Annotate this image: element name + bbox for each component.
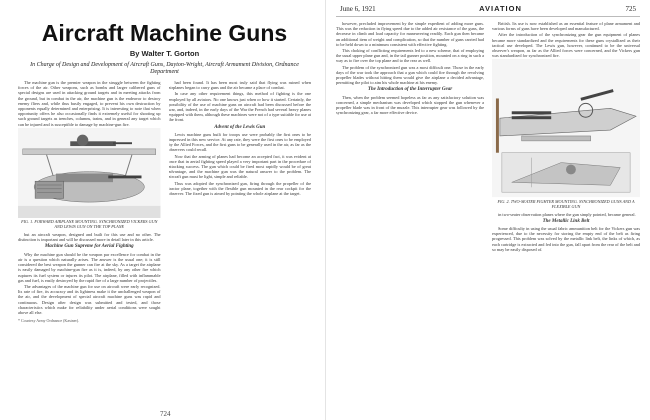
header-date: June 6, 1921 xyxy=(340,5,376,13)
footnote: * Courtesy Army Ordnance (Kastner). xyxy=(18,318,80,324)
paragraph: The problem of the synchronized gun was a most difficult one. Those in the early days of the war took the approach that a gun which could fire through the revolving propeller blades without hitting them would give the airplane a decided advantage, permitting the pilot to aim his whole machine at his enemy. xyxy=(336,64,484,86)
figure-1 xyxy=(18,128,161,218)
right-column-2 xyxy=(492,21,640,253)
section-heading: The Metallic Link Belt xyxy=(542,218,590,224)
paragraph: Now that the arming of planes had become an accepted fact, it was evident at once that in aerial fighting speed played a very important part in the procedure of attacking success. The gun which could be fired most rapidly would be of great advantage, and the machine gun was the natural answer to the problem. The aircraft gun must be light, simple and reliable. xyxy=(168,153,311,180)
paragraph: The advantages of the machine gun for use on aircraft were early recognized. Its rate of fire, its accuracy and its lightness make it the unchallenged weapon of the air, and the development of special aircraft machine guns was rapid and continuous. Design after design was submitted and tested, and those characteristics which make for reliability under aerial conditions were sought above all else. xyxy=(18,283,161,315)
right-page xyxy=(325,0,650,420)
paragraph: The machine gun is the premier weapon in the struggle between the fighting forces of the air. Other weapons, such as bombs and larger calibered guns of special designs are used in attacking ground targets and in meeting attacks from the ground, but in combat in the air, the machine gun is the endeavor to destroy enemy fliers and, while thus busily engaged, to prevent his own destruction by opponents equally determined and enterprising. It is interesting to note that when opportunity offers he also occasionally finds it extremely useful for shooting up such ground targets as trenches, columns, trains, and in general any target which can be injured and is susceptible to damage by machine-gun fire. xyxy=(18,80,161,127)
section-heading: Advent of the Lewis Gun xyxy=(214,124,266,130)
paragraph: Thus was adopted the synchronized gun, firing through the propeller of the tractor plane, together with the flexible gun mounted in the rear cockpit for the observer. The fixed gun is aimed by pointing the whole airplane at the target. xyxy=(168,180,311,197)
paragraph: In case any other requirement things, this method of fighting is the one employed by all aviators. No one knows just when or how it started. Certainly, the possibility of the use of machine guns on aircraft had been discussed before the war, and, indeed, in the early days of the War the French had several heavy planes equipped with them, although these machines were not of a type suitable for use at the front. xyxy=(168,91,311,123)
paragraph: Why the machine gun should be the weapon par excellence for combat in the air is a question which naturally arises. The answer is the usual one; it is still considered the best weapon the gunner can fire at the sky. As a target the airplane is easily damaged by machine-gun fire as it is, indeed, by any other fire which ruptures its fuel system or injures its pilot. The airplane, filled with inflammable gas and fuel, is easily destroyed by the rapid fire of a large number of projectiles. xyxy=(18,251,161,283)
figure-1-caption: FIG. 1. FORWARD AIRPLANE MOUNTING. SYNCHRONIZED VICKERS GUN AND LEWIS GUN ON THE TOP PLANE xyxy=(21,219,158,230)
paragraph: however, precluded improvement by the simple expedient of adding more guns. This was the reduction in flying speed due to the added air resistance of the guns, the decrease in climb and load capacity for maneuvering readily. Each gun then became an additional item of weight and complication, so that the number of guns carried had to be held down to a minimum consistent with effective fighting. xyxy=(336,21,484,47)
section-heading: Machine Gun Supreme for Aerial Fighting xyxy=(44,244,134,250)
paragraph: Some difficulty in using the usual fabric ammunition belt for the Vickers gun was experienced, due to the necessity for storing the empty end of the belt as firing progressed. This problem was solved by the metallic link belt, the links of which, as each cartridge is extracted and fed into the gun, fall apart from the rear of the belt and so may be easily disposed of. xyxy=(492,225,640,252)
article-byline: By Walter T. Gorton xyxy=(129,49,200,58)
paragraph: After the introduction of the synchronizing gear the gun equipment of planes became more standardized and the requirements for these guns crystallized as their tactical use developed. The Lewis gun, however, continued to be the universal observer's weapon, as far as the Allied forces were concerned, and the Vickers gun was standardized for synchronized fire. xyxy=(492,32,640,59)
page-number: 724 xyxy=(160,410,171,418)
paragraph: Lewis machine guns built for troops use were probably the first ones to be impressed in this new service. At any rate, they were the first ones to be employed by the Allied Forces, and the first guns to be generally used in the air, as far as the observers could recall. xyxy=(168,131,311,153)
figure-2-caption: FIG. 2. TWO-SEATER FIGHTER MOUNTING. SYNCHRONIZED GUNS AND A FLEXIBLE GUN xyxy=(497,198,635,209)
section-heading: The Introduction of the Interrupter Gear xyxy=(367,87,453,93)
left-columns xyxy=(18,80,311,323)
paragraph: had been found. It has been most truly said that flying was ruined when airplanes began to carry guns and the air became a place of combat. xyxy=(168,80,311,91)
left-column-1 xyxy=(18,80,161,323)
paragraph: Then, when the problem seemed hopeless as far as any satisfactory solution was concerned, a simple mechanism was developed which stopped the gun whenever a propeller blade was in front of the muzzle. This interrupter gear was followed by the synchronizing gear, a far more effective device. xyxy=(336,94,484,116)
paragraph: British. Its use is now established as an essential feature of plane armament and various forms of guns have been developed and manufactured. xyxy=(492,21,640,32)
right-column-1 xyxy=(336,21,484,253)
paragraph: in two-seater observation planes where the gun simply pointed, became general. xyxy=(498,211,636,217)
left-column-2 xyxy=(169,80,312,323)
header-journal: AVIATION xyxy=(479,4,522,13)
figure-2-image xyxy=(492,59,640,197)
article-title: Aircraft Machine Guns xyxy=(41,20,288,46)
right-columns xyxy=(336,21,640,253)
header-page-number: 725 xyxy=(625,5,636,13)
paragraph: This choking of conflicting requirements led to a new scheme, that of employing the usual upper plane gun and, in the tail gunner position, mounted on a ring in such a way as to fire over the top plane and to the rear as well. xyxy=(336,48,484,64)
paragraph: but an aircraft weapon, designed and built for this use and no other. The distinction is important and will be discussed more in detail later in this article. xyxy=(18,232,161,243)
article-subtitle: In Charge of Design and Development of Aircraft Guns, Dayton-Wright, Aircraft Armament Division, Ordnance Department xyxy=(30,62,299,75)
figure-2 xyxy=(492,59,640,197)
figure-1-image xyxy=(18,128,161,218)
running-header xyxy=(336,2,640,17)
